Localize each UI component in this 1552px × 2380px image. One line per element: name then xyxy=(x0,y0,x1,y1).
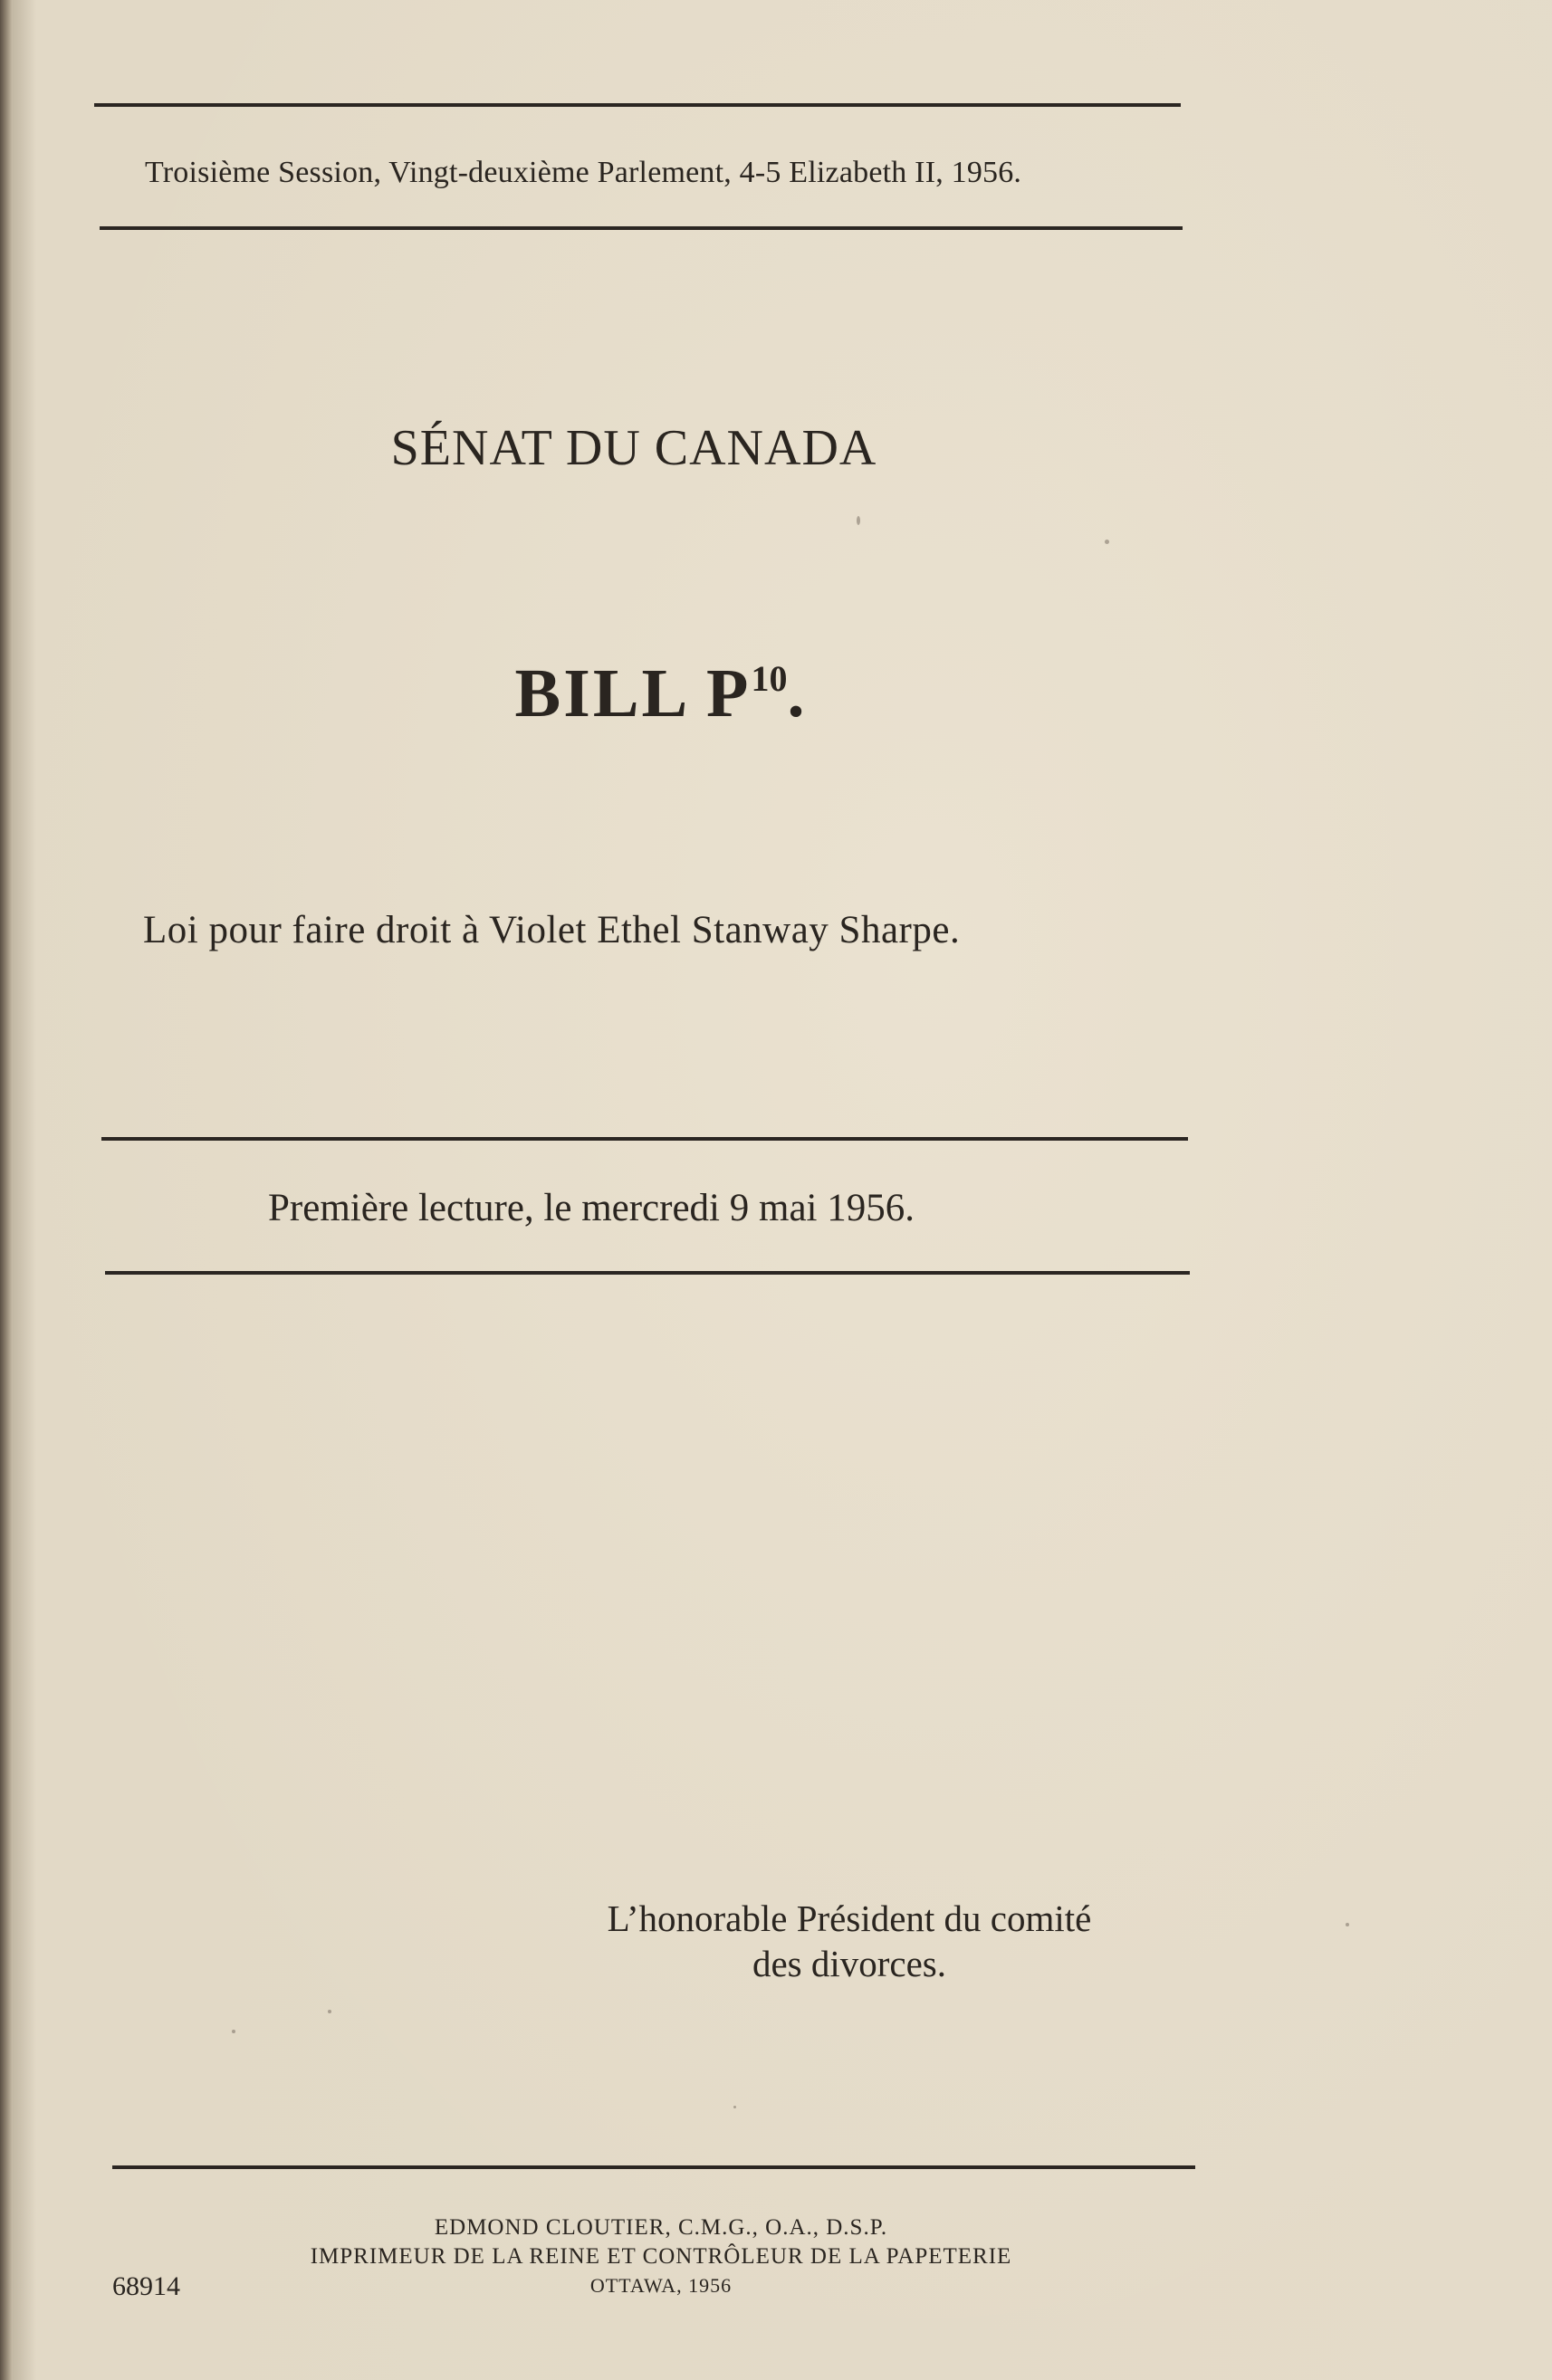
bill-number xyxy=(0,655,1322,733)
reading-bottom-rule xyxy=(105,1271,1190,1275)
printer-city: OTTAWA, 1956 xyxy=(589,2274,733,2297)
printer-rule xyxy=(112,2165,1195,2169)
printer-block xyxy=(127,2213,1195,2300)
paper-speck xyxy=(328,2010,331,2013)
bill-subject: Loi pour faire droit à Violet Ethel Stanway Sharpe. xyxy=(143,909,961,951)
book-spine xyxy=(0,0,13,2380)
senate-title: SÉNAT DU CANADA xyxy=(390,420,877,476)
presenter-block xyxy=(541,1896,1157,1986)
printer-title: IMPRIMEUR DE LA REINE ET CONTRÔLEUR DE LA PAPETERIE xyxy=(310,2244,1012,2269)
session-line: Troisième Session, Vingt-deuxième Parlement, 4-5 Elizabeth II, 1956. xyxy=(145,156,1022,189)
presenter-line-2: des divorces. xyxy=(752,1943,947,1984)
paper-speck xyxy=(1105,540,1109,544)
session-rule xyxy=(100,226,1183,230)
paper-speck xyxy=(857,516,860,525)
spine-shadow xyxy=(13,0,36,2380)
reading-top-rule xyxy=(101,1137,1188,1141)
first-reading: Première lecture, le mercredi 9 mai 1956. xyxy=(268,1187,915,1229)
top-rule xyxy=(94,103,1181,107)
paper-speck xyxy=(232,2030,235,2033)
presenter-line-1: L’honorable Président du comité xyxy=(607,1897,1092,1939)
job-number: 68914 xyxy=(112,2271,180,2301)
bill-superscript: 10 xyxy=(751,658,788,699)
paper-speck xyxy=(1346,1923,1349,1926)
paper-speck xyxy=(733,2106,736,2108)
bill-period: . xyxy=(787,655,808,731)
bill-label: BILL P xyxy=(514,655,752,731)
printer-name: EDMOND CLOUTIER, C.M.G., O.A., D.S.P. xyxy=(434,2215,888,2240)
